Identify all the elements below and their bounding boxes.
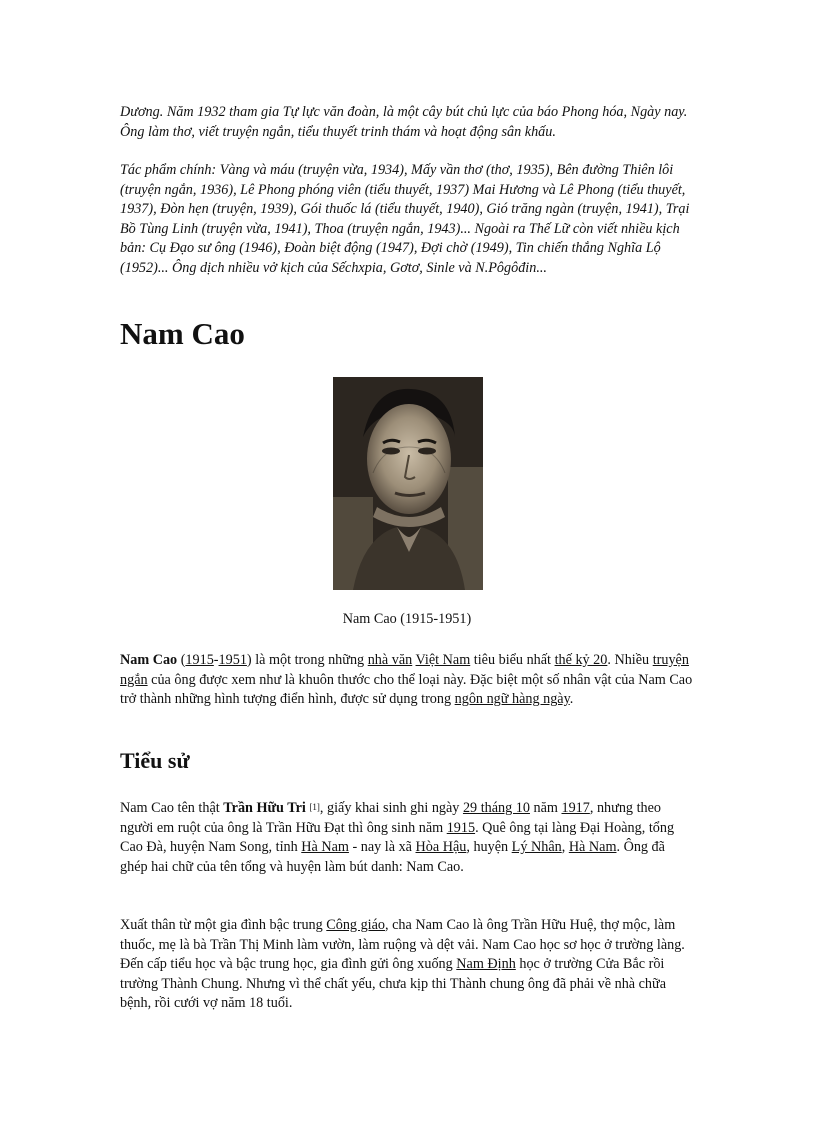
text-segment: của ông được xem như là khuôn thước cho thể loại này. Đặc biệt một số nhân vật của Nam Cao trở thành những hình tượng điển hình, được sử dụng trong: [120, 671, 693, 708]
link-ngon-ngu-hang-ngay[interactable]: ngôn ngữ hàng ngày: [454, 691, 570, 708]
link-ly-nhan[interactable]: Lý Nhân: [511, 839, 562, 856]
text-segment: . Quê ông tại làng Đại Hoàng, tổng Cao Đà, huyện Nam Song, tỉnh: [120, 819, 675, 856]
link-1915[interactable]: 1915: [185, 652, 214, 668]
subject-name: Nam Cao: [120, 652, 178, 668]
text-segment: Nam Cao tên thật: [120, 800, 224, 816]
section-heading-tieu-su: Tiểu sử: [120, 748, 190, 773]
portrait-photo-icon: [333, 377, 483, 590]
link-nha-van[interactable]: nhà văn: [367, 652, 413, 668]
text-segment: Xuất thân từ một gia đình bậc trung: [120, 917, 327, 933]
text-segment: , giấy khai sinh ghi ngày: [319, 800, 463, 816]
text-segment: . Nhiều: [607, 652, 653, 668]
portrait-photo-drawing: [333, 377, 483, 590]
footnote-ref[interactable]: [1]: [309, 802, 320, 812]
previous-article-works-paragraph: Tác phẩm chính: Vàng và máu (truyện vừa, 1934), Mấy vần thơ (thơ, 1935), Bên đường Thiên lôi (truyện ngắn, 1936), Lê Phong phóng viên (tiểu thuyết, 1937) Mai Hương và Lê Phong (tiểu thuyết, 1937), Đòn hẹn (truyện, 1939), Gói thuốc lá (tiểu thuyết, 1940), Gió trăng ngàn (truyện, 1941), Trại Bồ Tùng Linh (truyện vừa, 1941), Thoa (truyện ngắn, 1943)... Ngoài ra Thế Lữ còn viết nhiều kịch bản: Cụ Đạo sư ông (1946), Đoàn biệt động (1947), Đợi chờ (1949), Tin chiến thắng Nghĩa Lộ (1952)... Ông dịch nhiều vở kịch của Sếchxpia, Gơtơ, Sinle và N.Pôgôđin...: [120, 162, 690, 276]
link-ha-nam[interactable]: Hà Nam: [301, 839, 349, 856]
text-segment: học ở trường Cửa Bắc rồi trường Thành Chung. Nhưng vì thể chất yếu, chưa kịp thi Thành chung ông đã phải về nhà chữa bệnh, rồi cưới vợ năm 18 tuổi.: [120, 956, 667, 1012]
text-segment: . Ông đã ghép hai chữ của tên tổng và huyện làm bút danh: Nam Cao.: [120, 839, 665, 875]
intro-paragraph: Nam Cao (1915-1951) là một trong những nhà văn Việt Nam tiêu biểu nhất thế kỷ 20. Nhiều truyện ngắn của ông được xem như là khuôn thước cho thể loại này. Đặc biệt một số nhân vật của Nam Cao trở thành những hình tượng điển hình, được sử dụng trong ngôn ngữ hàng ngày.: [120, 652, 693, 708]
text-segment: , cha Nam Cao là ông Trần Hữu Huệ, thợ mộc, làm thuốc, mẹ là bà Trần Thị Minh làm vườn, làm ruộng và dệt vải. Nam Cao học sơ học ở trường làng. Đến cấp tiểu học và bậc trung học, gia đình gửi ông xuống: [120, 917, 685, 973]
real-name: Trần Hữu Tri: [223, 800, 306, 816]
link-1915-birth[interactable]: 1915: [446, 819, 476, 836]
link-cong-giao[interactable]: Công giáo: [326, 917, 385, 933]
text-segment: .: [569, 691, 574, 708]
year-dash: -: [213, 652, 219, 668]
biography-paragraph-2: [120, 916, 696, 1014]
article-title: Nam Cao: [120, 316, 245, 351]
text-segment: ,: [561, 839, 569, 856]
text-segment: , nhưng theo người em ruột của ông là Trần Hữu Đạt thì ông sinh năm: [120, 800, 661, 836]
link-29-thang-10[interactable]: 29 tháng 10: [462, 800, 530, 816]
link-truyen-ngan[interactable]: truyện ngắn: [120, 652, 689, 688]
link-the-ky-20[interactable]: thế kỷ 20: [554, 652, 608, 668]
text-segment: năm: [529, 800, 562, 816]
biography-paragraph-1: [120, 798, 696, 877]
previous-article-paragraph-1: Dương. Năm 1932 tham gia Tự lực văn đoàn, là một cây bút chủ lực của báo Phong hóa, Ngày nay. Ông làm thơ, viết truyện ngắn, tiểu thuyết trinh thám và hoạt động sân khấu.: [120, 104, 688, 140]
text-segment: , huyện: [466, 839, 512, 856]
link-nam-dinh[interactable]: Nam Định: [456, 956, 516, 973]
portrait-caption: Nam Cao (1915-1951): [342, 611, 472, 627]
link-1917[interactable]: 1917: [561, 800, 590, 816]
text-segment: là một trong những: [251, 652, 368, 668]
link-viet-nam[interactable]: Việt Nam: [415, 652, 471, 668]
text-segment: tiêu biểu nhất: [470, 652, 555, 668]
link-1951[interactable]: 1951: [218, 652, 247, 668]
link-ha-nam-2[interactable]: Hà Nam: [568, 839, 617, 856]
link-hoa-hau[interactable]: Hòa Hậu: [415, 839, 467, 856]
text-segment: - nay là xã: [348, 839, 416, 856]
